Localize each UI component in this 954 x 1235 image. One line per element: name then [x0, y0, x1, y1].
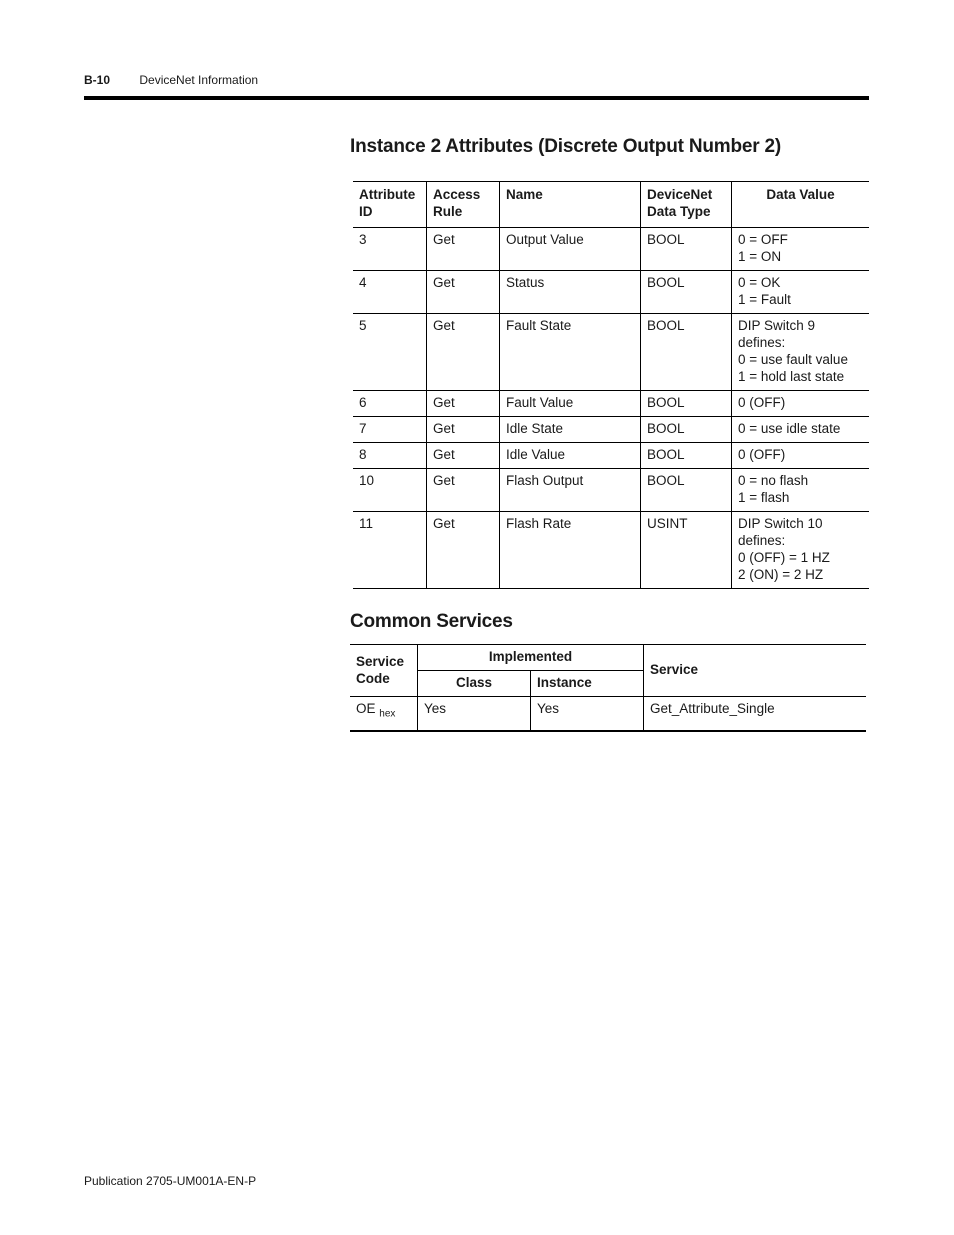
col-implemented: Implemented — [418, 645, 644, 671]
page-number: B-10 — [84, 73, 111, 87]
data-value-line: 0 (OFF) = 1 HZ — [738, 550, 830, 565]
attributes-header-row — [353, 182, 869, 228]
data-value-line: 0 (OFF) — [738, 395, 786, 410]
attributes-title: Instance 2 Attributes (Discrete Output Number 2) — [350, 136, 781, 157]
cell-data-type: BOOL — [641, 228, 732, 271]
cell-data-type: BOOL — [641, 443, 732, 469]
section-name: DeviceNet Information — [139, 73, 259, 87]
table-row — [353, 391, 869, 417]
cell-data-value — [732, 417, 870, 443]
cell-access-rule: Get — [427, 443, 500, 469]
cell-service-code — [350, 697, 418, 731]
services-title: Common Services — [350, 611, 513, 632]
cell-data-type: BOOL — [641, 417, 732, 443]
data-value-line: DIP Switch 10 defines: — [738, 516, 823, 548]
col-attribute-id: Attribute ID — [353, 182, 427, 228]
cell-name: Fault Value — [500, 391, 641, 417]
data-value-line: 1 = Fault — [738, 292, 791, 307]
cell-data-value — [732, 469, 870, 512]
page-header — [84, 73, 258, 87]
cell-data-value — [732, 443, 870, 469]
col-instance: Instance — [531, 671, 644, 697]
cell-data-value — [732, 512, 870, 589]
data-value-line: 0 = use idle state — [738, 421, 841, 436]
cell-data-type: BOOL — [641, 391, 732, 417]
service-code-subscript: hex — [379, 708, 396, 720]
cell-data-value — [732, 391, 870, 417]
table-row — [353, 512, 869, 589]
data-value-line: 0 = OK — [738, 275, 781, 290]
cell-data-value — [732, 314, 870, 391]
data-value-line: DIP Switch 9 defines: — [738, 318, 816, 350]
cell-attribute-id: 7 — [353, 417, 427, 443]
cell-attribute-id: 3 — [353, 228, 427, 271]
attributes-table — [353, 181, 869, 589]
header-rule — [84, 96, 869, 100]
cell-name: Status — [500, 271, 641, 314]
data-value-line: 1 = hold last state — [738, 369, 845, 384]
data-value-line: 0 = no flash — [738, 473, 809, 488]
data-value-line: 0 = OFF — [738, 232, 788, 247]
service-code-value: OE — [356, 701, 376, 716]
col-service-code: Service Code — [350, 645, 418, 697]
table-row — [353, 443, 869, 469]
col-service: Service — [644, 645, 867, 697]
col-access-rule: Access Rule — [427, 182, 500, 228]
cell-instance: Yes — [531, 697, 644, 731]
col-name: Name — [500, 182, 641, 228]
cell-attribute-id: 6 — [353, 391, 427, 417]
cell-attribute-id: 10 — [353, 469, 427, 512]
table-row — [353, 271, 869, 314]
cell-access-rule: Get — [427, 469, 500, 512]
cell-access-rule: Get — [427, 391, 500, 417]
data-value-line: 1 = ON — [738, 249, 782, 264]
table-row — [353, 228, 869, 271]
cell-data-value — [732, 271, 870, 314]
col-data-type: DeviceNet Data Type — [641, 182, 732, 228]
cell-data-type: BOOL — [641, 271, 732, 314]
footer-publication: Publication 2705-UM001A-EN-P — [84, 1174, 257, 1188]
cell-access-rule: Get — [427, 417, 500, 443]
cell-service: Get_Attribute_Single — [644, 697, 867, 731]
col-data-value: Data Value — [732, 182, 870, 228]
cell-attribute-id: 4 — [353, 271, 427, 314]
col-class: Class — [418, 671, 531, 697]
attributes-body — [353, 228, 869, 589]
cell-access-rule: Get — [427, 512, 500, 589]
services-header-row — [350, 645, 866, 671]
cell-data-type: BOOL — [641, 469, 732, 512]
cell-attribute-id: 11 — [353, 512, 427, 589]
table-row — [353, 314, 869, 391]
cell-attribute-id: 8 — [353, 443, 427, 469]
cell-name: Flash Rate — [500, 512, 641, 589]
cell-attribute-id: 5 — [353, 314, 427, 391]
cell-access-rule: Get — [427, 228, 500, 271]
data-value-line: 0 = use fault value — [738, 352, 848, 367]
table-row — [353, 417, 869, 443]
data-value-line: 1 = flash — [738, 490, 790, 505]
cell-data-value — [732, 228, 870, 271]
data-value-line: 2 (ON) = 2 HZ — [738, 567, 824, 582]
cell-access-rule: Get — [427, 314, 500, 391]
services-table — [350, 644, 866, 732]
cell-name: Idle State — [500, 417, 641, 443]
services-body — [350, 697, 866, 731]
cell-class: Yes — [418, 697, 531, 731]
cell-data-type: USINT — [641, 512, 732, 589]
cell-access-rule: Get — [427, 271, 500, 314]
cell-name: Idle Value — [500, 443, 641, 469]
table-row — [353, 469, 869, 512]
cell-data-type: BOOL — [641, 314, 732, 391]
cell-name: Output Value — [500, 228, 641, 271]
data-value-line: 0 (OFF) — [738, 447, 786, 462]
cell-name: Fault State — [500, 314, 641, 391]
cell-name: Flash Output — [500, 469, 641, 512]
table-row — [350, 697, 866, 731]
